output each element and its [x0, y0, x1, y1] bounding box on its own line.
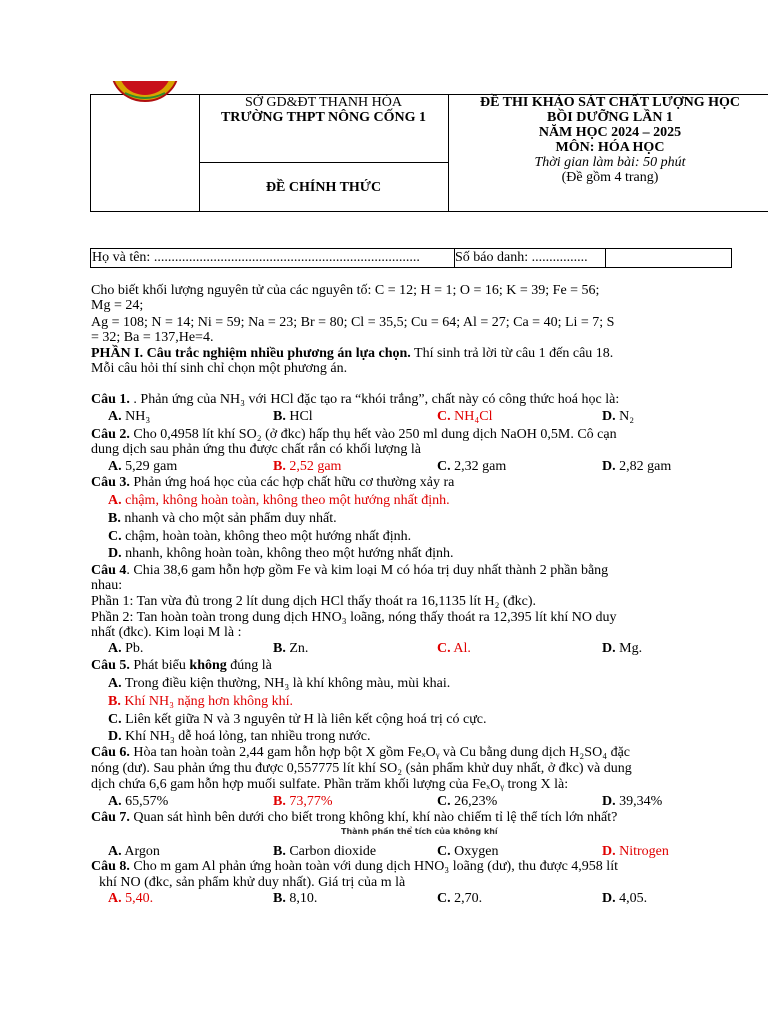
option-label: C. [437, 794, 451, 809]
option-label: B. [273, 409, 286, 424]
option-label: A. [108, 891, 122, 906]
option-text: 5,29 gam [125, 459, 178, 474]
q2-option-a[interactable] [108, 459, 177, 474]
option-text: Carbon dioxide [289, 844, 377, 859]
option-text: NH₃ [125, 409, 151, 424]
q8-option-a[interactable] [108, 891, 153, 906]
q8-option-d[interactable] [602, 891, 647, 906]
option-text: nhanh, không hoàn toàn, không theo một hướng nhất định. [125, 546, 454, 561]
option-label: C. [108, 712, 122, 727]
question-6-line3: dịch chứa 6,6 gam hỗn hợp muối sulfate. Phần trăm khối lượng của FeₓOᵧ trong X là: [91, 777, 569, 792]
school-name: TRƯỜNG THPT NÔNG CỐNG 1 [220, 110, 427, 125]
atomic-masses-1: Cho biết khối lượng nguyên tử của các nguyên tố: C = 12; H = 1; O = 16; K = 39; Fe = 56; [91, 283, 600, 298]
q6-option-d[interactable] [602, 794, 662, 809]
question-number: Câu 4 [91, 563, 127, 578]
question-4-line2: nhau: [91, 578, 123, 593]
option-text: HCl [289, 409, 313, 424]
question-6 [91, 745, 677, 760]
q3-option-a[interactable] [108, 493, 450, 508]
question-3 [91, 475, 677, 490]
option-text: 2,52 gam [289, 459, 342, 474]
q3-option-d[interactable] [108, 546, 454, 561]
question-text: Quan sát hình bên dưới cho biết trong không khí, khí nào chiếm tỉ lệ thể tích lớn nhất? [129, 810, 618, 825]
q8-option-b[interactable] [273, 891, 317, 906]
option-label: D. [602, 844, 616, 859]
question-4 [91, 563, 677, 578]
q6-option-b[interactable] [273, 794, 333, 809]
option-label: A. [108, 641, 122, 656]
option-text: Mg. [619, 641, 643, 656]
question-5 [91, 658, 677, 673]
question-2 [91, 427, 677, 442]
option-text: 73,77% [289, 794, 333, 809]
question-number: Câu 8. [91, 859, 130, 874]
atomic-masses-4: = 32; Ba = 137,He=4. [91, 330, 214, 345]
question-1 [91, 392, 677, 407]
option-text: Nitrogen [619, 844, 669, 859]
option-text: 39,34% [619, 794, 663, 809]
q1-option-c[interactable] [437, 409, 492, 424]
question-number: Câu 2. [91, 427, 130, 442]
option-label: B. [273, 794, 286, 809]
option-text: 2,82 gam [619, 459, 672, 474]
question-emphasis: không [189, 658, 227, 673]
option-label: D. [602, 891, 616, 906]
q1-option-a[interactable] [108, 409, 150, 424]
option-label: D. [108, 546, 122, 561]
question-number: Câu 3. [91, 475, 130, 490]
option-label: A. [108, 676, 122, 691]
option-text: Khí NH₃ dễ hoá lỏng, tan nhiều trong nước. [125, 729, 371, 744]
q6-option-a[interactable] [108, 794, 168, 809]
exam-title-2: BỒI DƯỠNG LẦN 1 [547, 110, 673, 125]
dept-name: SỞ GD&ĐT THANH HÓA [245, 95, 402, 110]
question-text: Cho 0,4958 lít khí SO₂ (ở đkc) hấp thụ hết vào 250 ml dung dịch NaOH 0,5M. Cô cạn [129, 427, 617, 442]
option-text: 2,32 gam [454, 459, 507, 474]
q4-option-c[interactable] [437, 641, 471, 656]
school-cell [199, 95, 449, 211]
option-text: Pb. [125, 641, 144, 656]
q4-option-d[interactable] [602, 641, 642, 656]
option-label: C. [437, 409, 451, 424]
option-text: chậm, không hoàn toàn, không theo một hướng nhất định. [125, 493, 450, 508]
header-table [90, 94, 768, 212]
question-text: Phát biểu [129, 658, 190, 673]
sbd-field: Số báo danh: ................ [455, 249, 606, 267]
option-label: C. [437, 844, 451, 859]
student-id-row [90, 248, 732, 268]
option-text: 4,05. [619, 891, 648, 906]
q5-option-d[interactable] [108, 729, 371, 744]
question-number: Câu 7. [91, 810, 130, 825]
option-label: B. [273, 459, 286, 474]
air-composition-chart-title: Thành phần thể tích của không khí [341, 827, 498, 836]
part-instruction: Thí sinh trả lời từ câu 1 đến câu 18. [410, 346, 614, 361]
option-text: NH₄Cl [454, 409, 493, 424]
q7-option-d[interactable] [602, 844, 669, 859]
q5-option-c[interactable] [108, 712, 487, 727]
option-text: 65,57% [125, 794, 169, 809]
option-label: C. [437, 459, 451, 474]
question-7 [91, 810, 677, 825]
part-heading [91, 346, 677, 361]
option-label: B. [273, 641, 286, 656]
q8-option-c[interactable] [437, 891, 482, 906]
q2-option-d[interactable] [602, 459, 671, 474]
part-instruction-2: Mỗi câu hỏi thí sinh chỉ chọn một phương án. [91, 361, 348, 376]
option-text: Argon [124, 844, 160, 859]
option-text: 8,10. [289, 891, 318, 906]
option-text: 2,70. [454, 891, 483, 906]
option-label: B. [273, 844, 286, 859]
option-text: 26,23% [454, 794, 498, 809]
q5-option-b[interactable] [108, 694, 293, 709]
exam-subject: MÔN: HÓA HỌC [555, 140, 665, 155]
exam-title-1: ĐỀ THI KHẢO SÁT CHẤT LƯỢNG HỌC [479, 95, 741, 110]
question-number: Câu 6. [91, 745, 130, 760]
q7-option-a[interactable] [108, 844, 160, 859]
option-label: A. [108, 459, 122, 474]
option-text: Trong điều kiện thường, NH₃ là khí không màu, mùi khai. [124, 676, 451, 691]
q7-option-c[interactable] [437, 844, 498, 859]
atomic-masses-2: Mg = 24; [91, 298, 144, 313]
option-label: C. [437, 891, 451, 906]
option-text: Al. [453, 641, 471, 656]
option-text: N₂ [619, 409, 635, 424]
option-label: A. [108, 844, 122, 859]
exam-year: NĂM HỌC 2024 – 2025 [538, 125, 682, 140]
question-8 [91, 859, 677, 874]
q4-option-a[interactable] [108, 641, 143, 656]
question-8-line2: khí NO (đkc, sản phẩm khử duy nhất). Giá trị của m là [99, 875, 406, 890]
option-label: D. [602, 794, 616, 809]
atomic-masses-3: Ag = 108; N = 14; Ni = 59; Na = 23; Br = 80; Cl = 35,5; Cu = 64; Al = 27; Ca = 40; Li = 7; S [91, 315, 615, 330]
q4-option-b[interactable] [273, 641, 308, 656]
option-label: B. [108, 694, 121, 709]
option-label: C. [437, 641, 451, 656]
question-6-line2: nóng (dư). Sau phản ứng thu được 0,557775 lít khí SO₂ (sản phẩm khử duy nhất, ở đkc) và dung [91, 761, 632, 776]
option-label: C. [108, 529, 122, 544]
question-4-line3: Phần 1: Tan vừa đủ trong 2 lít dung dịch HCl thấy thoát ra 16,1135 lít H₂ (đkc). [91, 594, 537, 609]
question-text-end: đúng là [226, 658, 272, 673]
name-field: Họ và tên: ............................................................................ [91, 249, 455, 267]
exam-time: Thời gian làm bài: 50 phút [534, 155, 686, 170]
option-label: D. [602, 641, 616, 656]
q1-option-b[interactable] [273, 409, 313, 424]
option-label: A. [108, 409, 122, 424]
logo-cell [91, 95, 200, 211]
option-label: B. [273, 891, 286, 906]
question-text: . Phản ứng của NH₃ với HCl đặc tạo ra “khói trắng”, chất này có công thức hoá học là: [129, 392, 620, 407]
option-text: Khí NH₃ nặng hơn không khí. [124, 694, 293, 709]
part-title: PHẦN I. Câu trắc nghiệm nhiều phương án lựa chọn. [91, 346, 411, 361]
option-text: 5,40. [125, 891, 154, 906]
question-4-line5: nhất (đkc). Kim loại M là : [91, 625, 242, 640]
q3-option-c[interactable] [108, 529, 411, 544]
q3-option-b[interactable] [108, 511, 337, 526]
option-text: chậm, hoàn toàn, không theo một hướng nhất định. [125, 529, 412, 544]
q1-option-d[interactable] [602, 409, 634, 424]
option-text: Liên kết giữa N và 3 nguyên tử H là liên kết cộng hoá trị có cực. [125, 712, 487, 727]
q2-option-b[interactable] [273, 459, 341, 474]
q7-option-b[interactable] [273, 844, 376, 859]
q6-option-c[interactable] [437, 794, 497, 809]
question-text: Phản ứng hoá học của các hợp chất hữu cơ thường xảy ra [129, 475, 455, 490]
question-2-line2: dung dịch sau phản ứng thu được chất rắn có khối lượng là [91, 442, 421, 457]
exam-pages: (Đề gồm 4 trang) [561, 170, 659, 185]
official-label: ĐỀ CHÍNH THỨC [265, 180, 382, 195]
option-text: Oxygen [454, 844, 499, 859]
option-label: D. [602, 459, 616, 474]
question-text: Cho m gam Al phản ứng hoàn toàn với dung dịch HNO₃ loãng (dư), thu được 4,958 lít [129, 859, 618, 874]
question-number: Câu 1. [91, 392, 130, 407]
question-text: Hòa tan hoàn toàn 2,44 gam hỗn hợp bột X gồm FeₓOᵧ và Cu bằng dung dịch H₂SO₄ đặc [129, 745, 630, 760]
school-logo [111, 81, 179, 103]
option-label: D. [108, 729, 122, 744]
q2-option-c[interactable] [437, 459, 506, 474]
option-text: nhanh và cho một sản phẩm duy nhất. [124, 511, 337, 526]
option-text: Zn. [289, 641, 309, 656]
option-label: A. [108, 493, 122, 508]
question-number: Câu 5. [91, 658, 130, 673]
option-label: D. [602, 409, 616, 424]
option-label: B. [108, 511, 121, 526]
q5-option-a[interactable] [108, 676, 450, 691]
option-label: A. [108, 794, 122, 809]
question-text: . Chia 38,6 gam hỗn hợp gồm Fe và kim loại M có hóa trị duy nhất thành 2 phần bằng [126, 563, 609, 578]
exam-info-cell [449, 95, 768, 185]
question-4-line4: Phần 2: Tan hoàn toàn trong dung dịch HNO₃ loãng, nóng thấy thoát ra 12,395 lít khí NO duy [91, 610, 617, 625]
